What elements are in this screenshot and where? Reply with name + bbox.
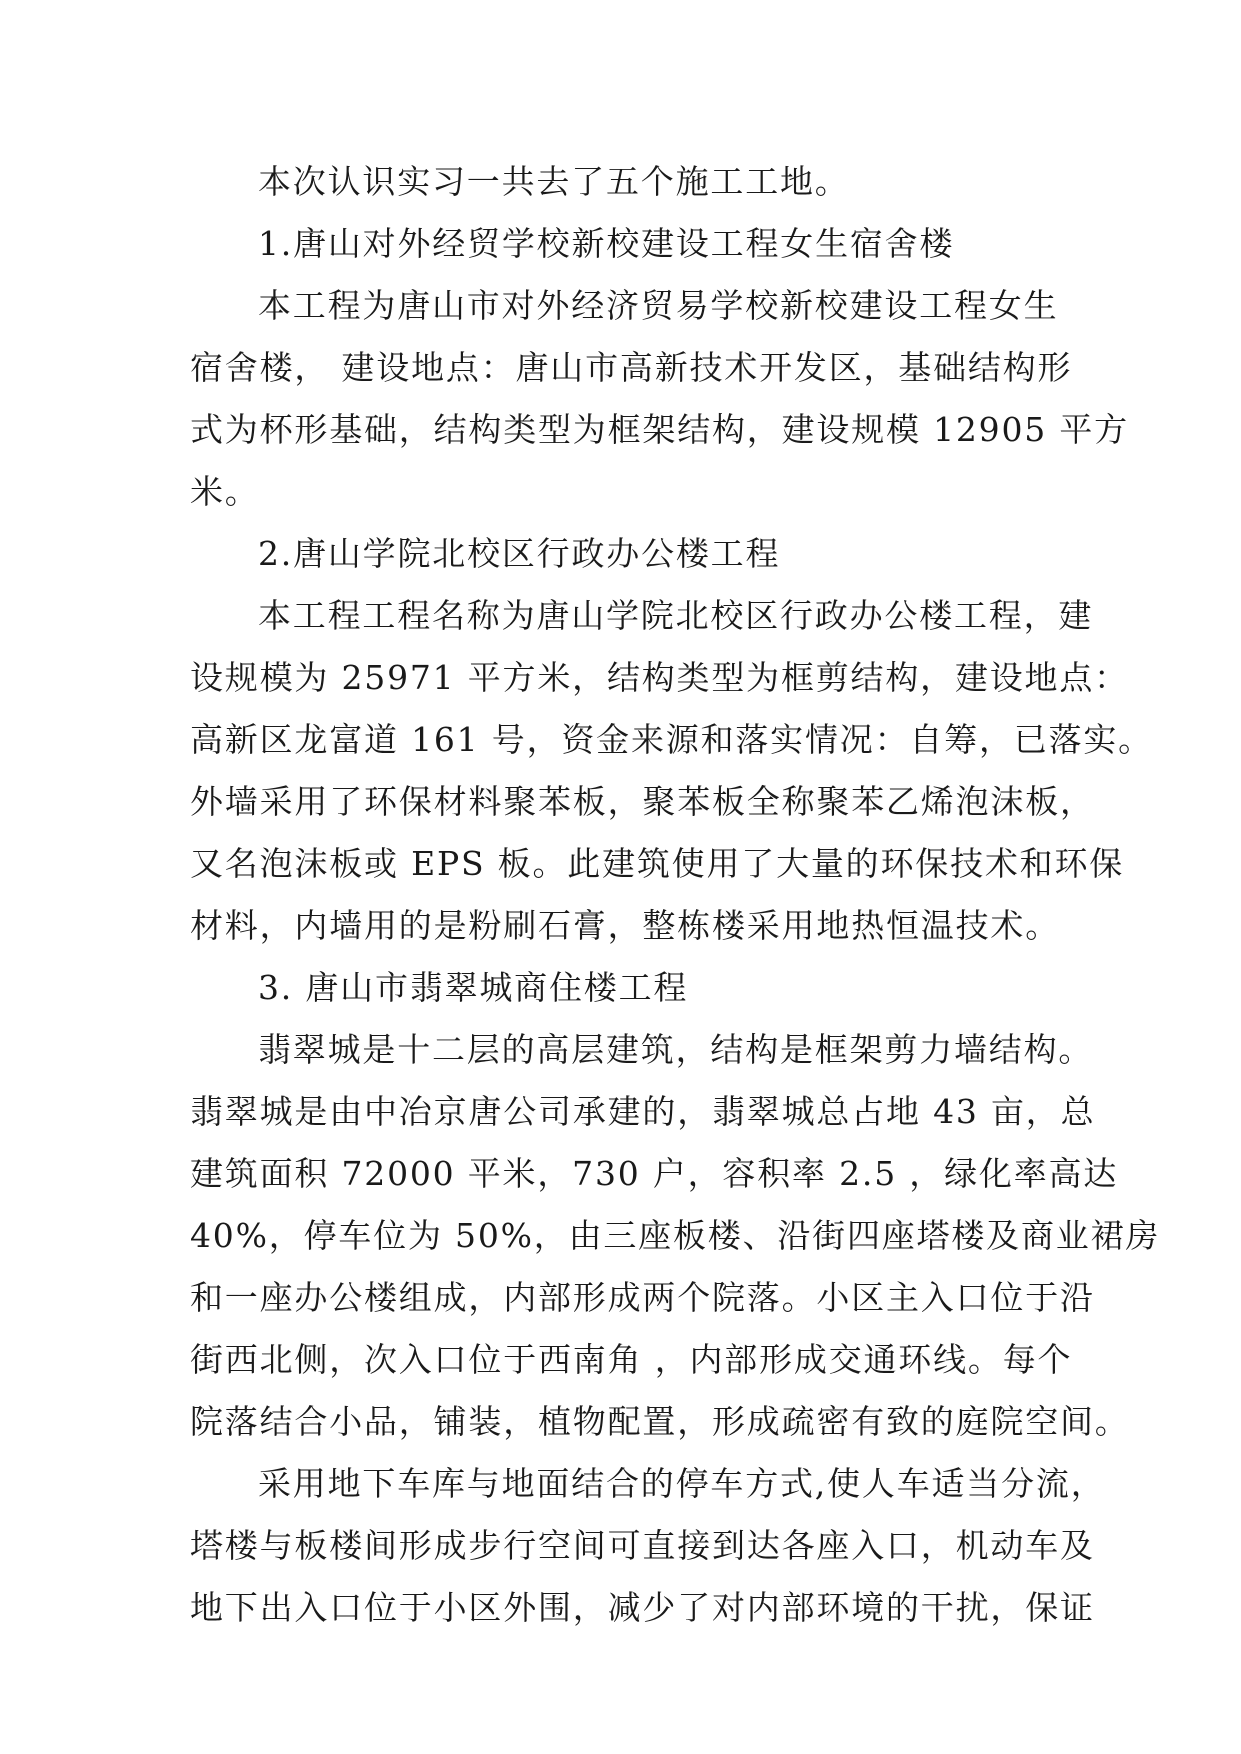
section-3-paragraph-line: 翡翠城是由中冶京唐公司承建的，翡翠城总占地 43 亩，总 xyxy=(190,1092,1096,1131)
section-3-paragraph-line: 塔楼与板楼间形成步行空间可直接到达各座入口，机动车及 xyxy=(190,1526,1095,1565)
section-3-paragraph-line: 和一座办公楼组成，内部形成两个院落。小区主入口位于沿 xyxy=(190,1278,1095,1317)
section-2-paragraph-line: 高新区龙富道 161 号，资金来源和落实情况：自筹，已落实。 xyxy=(190,720,1153,759)
section-3-paragraph-line: 采用地下车库与地面结合的停车方式,使人车适当分流， xyxy=(258,1464,1106,1503)
section-3-paragraph-line: 40%，停车位为 50%，由三座板楼、沿街四座塔楼及商业裙房 xyxy=(190,1216,1161,1255)
section-2-paragraph-line: 又名泡沫板或 EPS 板。此建筑使用了大量的环保技术和环保 xyxy=(190,844,1125,883)
section-1-paragraph-line: 宿舍楼， 建设地点：唐山市高新技术开发区，基础结构形 xyxy=(190,348,1073,387)
section-2-paragraph-line: 外墙采用了环保材料聚苯板，聚苯板全称聚苯乙烯泡沫板， xyxy=(190,782,1095,821)
section-2-paragraph-line: 材料，内墙用的是粉刷石膏，整栋楼采用地热恒温技术。 xyxy=(190,906,1060,945)
section-1-paragraph-line: 本工程为唐山市对外经济贸易学校新校建设工程女生 xyxy=(258,286,1059,325)
section-1-paragraph-line: 米。 xyxy=(190,472,260,511)
section-1-paragraph-line: 式为杯形基础，结构类型为框架结构，建设规模 12905 平方 xyxy=(190,410,1129,449)
section-2-paragraph-line: 设规模为 25971 平方米，结构类型为框剪结构，建设地点： xyxy=(190,658,1129,697)
section-3-heading: 3. 唐山市翡翠城商住楼工程 xyxy=(258,968,689,1007)
section-3-paragraph-line: 翡翠城是十二层的高层建筑，结构是框架剪力墙结构。 xyxy=(258,1030,1094,1069)
section-3-paragraph-line: 建筑面积 72000 平米，730 户，容积率 2.5 ，绿化率高达 xyxy=(190,1154,1119,1193)
section-3-paragraph-line: 院落结合小品，铺装，植物配置，形成疏密有致的庭院空间。 xyxy=(190,1402,1130,1441)
section-3-paragraph-line: 地下出入口位于小区外围，减少了对内部环境的干扰，保证 xyxy=(190,1588,1095,1627)
section-1-heading: 1.唐山对外经贸学校新校建设工程女生宿舍楼 xyxy=(258,224,955,263)
intro-sentence: 本次认识实习一共去了五个施工工地。 xyxy=(258,162,850,201)
section-2-paragraph-line: 本工程工程名称为唐山学院北校区行政办公楼工程，建 xyxy=(258,596,1094,635)
section-2-heading: 2.唐山学院北校区行政办公楼工程 xyxy=(258,534,781,573)
section-3-paragraph-line: 街西北侧，次入口位于西南角 ，内部形成交通环线。每个 xyxy=(190,1340,1073,1379)
